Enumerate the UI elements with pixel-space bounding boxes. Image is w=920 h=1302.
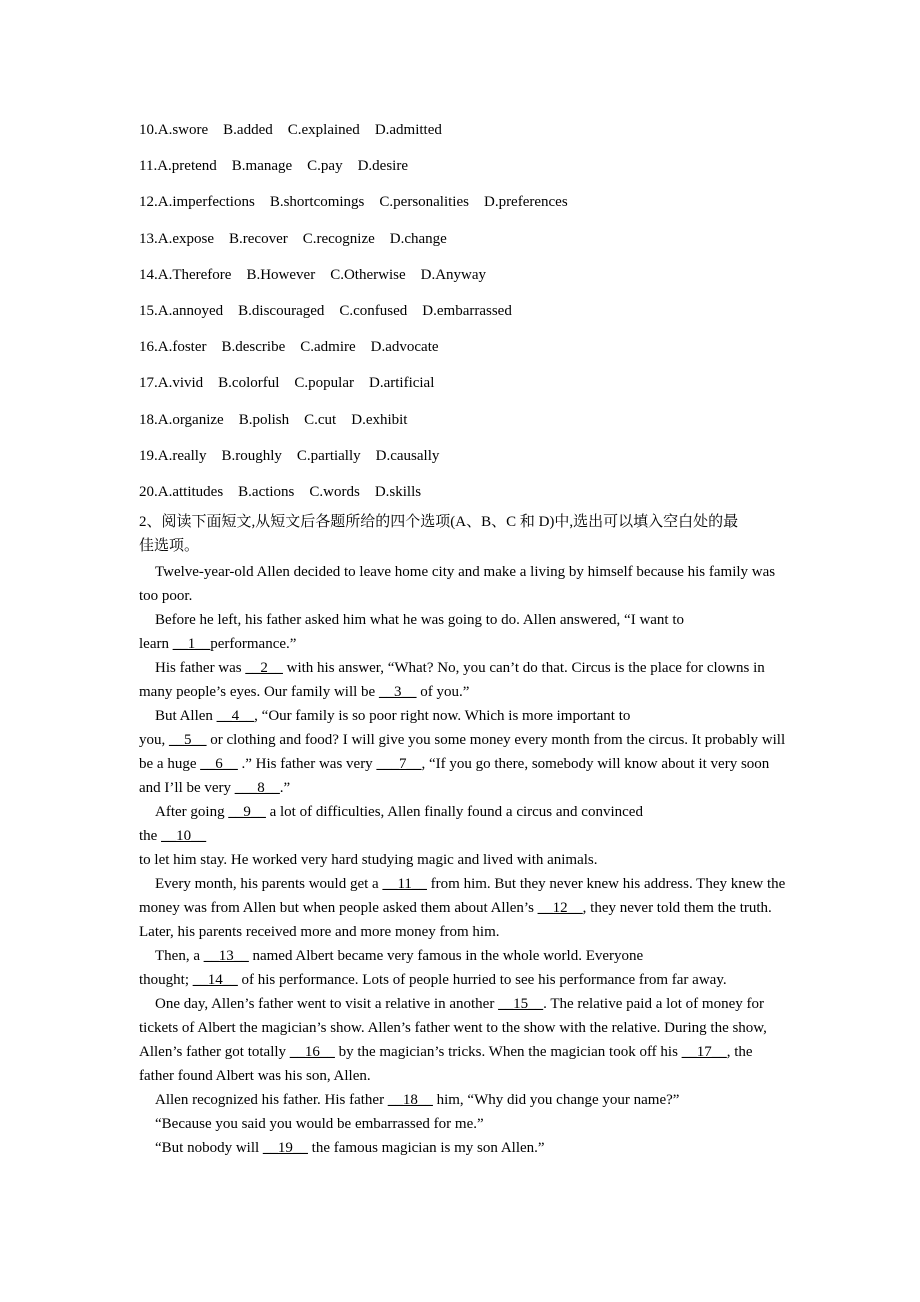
passage-paragraph-3 — [139, 656, 789, 704]
blank-18: __18__ — [387, 1092, 433, 1109]
option-c: C.recognize — [302, 230, 375, 247]
option-d: D.artificial — [369, 375, 435, 392]
question-number: 20. — [139, 483, 158, 500]
option-c: C.explained — [287, 122, 360, 138]
question-number: 19. — [139, 447, 158, 464]
option-b: B.describe — [221, 339, 286, 356]
passage-paragraph-6 — [139, 872, 789, 944]
passage-paragraph-5-line-2 — [139, 824, 789, 848]
option-c: C.words — [309, 483, 360, 500]
text: of his performance. Lots of people hurried to see his performance from far away. — [237, 972, 727, 989]
option-b: B.roughly — [221, 447, 282, 464]
question-number: 18. — [139, 411, 158, 428]
text: His father was — [155, 660, 246, 677]
passage-paragraph-7-rest — [139, 968, 789, 992]
passage-paragraph-1: Twelve-year-old Allen decided to leave home city and make a living by himself because his family was too poor. — [139, 564, 776, 605]
text: learn — [139, 636, 173, 653]
option-line-15 — [139, 299, 789, 323]
option-b: B.recover — [229, 230, 288, 247]
blank-8: ___8__ — [234, 780, 280, 797]
option-d: D.exhibit — [351, 411, 408, 428]
option-b: B.colorful — [218, 375, 280, 392]
text: from him. But they never knew his address. They knew the money was from Allen but when people asked them about Allen’s — [139, 876, 786, 917]
blank-13: __13__ — [203, 948, 249, 965]
passage-paragraph-9 — [139, 1088, 789, 1112]
option-d: D.advocate — [370, 339, 439, 356]
option-line-14 — [139, 263, 789, 287]
option-c: C.popular — [294, 375, 354, 392]
option-line-16 — [139, 335, 789, 359]
blank-6: __6__ — [200, 756, 238, 773]
blank-7: ___7__ — [376, 756, 422, 773]
text: One day, Allen’s father went to visit a relative in another — [155, 996, 499, 1013]
option-a: A.annoyed — [157, 302, 224, 319]
option-a: A.organize — [157, 411, 224, 428]
option-line-17 — [139, 371, 789, 395]
text: , “Our family is so poor right now. Which is more important to — [254, 708, 631, 725]
blank-9: __9__ — [228, 804, 266, 821]
text: .” — [279, 780, 291, 797]
option-line-12 — [139, 190, 789, 214]
passage-paragraph-7-line-1 — [139, 944, 789, 968]
option-a: A.Therefore — [157, 266, 232, 283]
question-number: 11. — [139, 158, 158, 175]
blank-2: __2__ — [245, 660, 283, 677]
option-c: C.admire — [300, 339, 356, 356]
blank-3: __3__ — [378, 684, 417, 701]
option-b: B.shortcomings — [269, 194, 365, 211]
passage-paragraph-4-rest — [139, 728, 789, 800]
option-d: D.preferences — [483, 194, 568, 211]
blank-14: __14__ — [192, 972, 238, 989]
text: .” His father was very — [237, 756, 377, 773]
text: “But nobody will — [155, 1140, 263, 1157]
blank-15: __15__ — [498, 996, 544, 1013]
passage-paragraph-8 — [139, 992, 789, 1088]
text: the — [139, 828, 162, 845]
question-number: 14. — [139, 266, 158, 283]
passage — [139, 560, 789, 1160]
text: of you.” — [416, 684, 470, 701]
text: thought; — [139, 972, 193, 989]
question-number: 10. — [139, 122, 158, 138]
option-c: C.Otherwise — [330, 266, 406, 283]
option-a: A.vivid — [157, 375, 204, 392]
blank-19: __19__ — [262, 1140, 308, 1157]
option-line-19 — [139, 444, 789, 468]
text: . The relative paid a lot of money for tickets of Albert the magician’s show. Allen’s father went to the show with the relative. During the show, Allen’s father got totally — [139, 996, 767, 1061]
text: by the magician’s tricks. When the magician took off his — [334, 1044, 682, 1061]
option-d: D.embarrassed — [422, 302, 512, 319]
text: him, “Why did you change your name?” — [432, 1092, 680, 1109]
option-line-11 — [139, 154, 789, 178]
option-a: A.really — [157, 447, 207, 464]
option-b: B.discouraged — [238, 302, 325, 319]
question-number: 15. — [139, 302, 158, 319]
passage-paragraph-2-line-1: Before he left, his father asked him what he was going to do. Allen answered, “I want to — [155, 612, 685, 629]
blank-5: __5__ — [169, 732, 207, 749]
option-a: A.expose — [157, 230, 214, 247]
blank-17: __17__ — [681, 1044, 727, 1061]
text: with his answer, “What? No, you can’t do that. Circus is the place for clowns in many people’s eyes. Our family will be — [139, 660, 765, 701]
text: Then, a — [155, 948, 204, 965]
passage-paragraph-5-line-3: to let him stay. He worked very hard studying magic and lived with animals. — [139, 852, 598, 869]
option-d: D.admitted — [374, 122, 442, 138]
options-list — [139, 118, 789, 504]
text: or clothing and food? I will give you some money every month from the circus. It probably will be a huge — [139, 732, 786, 773]
passage-paragraph-2-line-2 — [139, 632, 789, 656]
option-d: D.desire — [357, 158, 408, 175]
option-a: A.swore — [157, 122, 209, 138]
text: the famous magician is my son Allen.” — [307, 1140, 545, 1157]
option-b: B.actions — [238, 483, 295, 500]
text: , the father found Albert was his son, Allen. — [139, 1044, 753, 1085]
option-a: A.pretend — [157, 158, 217, 175]
text: , they never told them the truth. Later, his parents received more and more money from him. — [139, 900, 772, 941]
option-b: B.added — [223, 122, 273, 138]
passage-paragraph-11 — [139, 1136, 789, 1160]
passage-paragraph-5-line-1 — [139, 800, 789, 824]
section-heading-line-2: 佳选项。 — [139, 538, 200, 555]
text: Every month, his parents would get a — [155, 876, 383, 893]
blank-1: __1__ — [172, 636, 211, 653]
text: performance.” — [210, 636, 297, 653]
text: a lot of difficulties, Allen finally found a circus and convinced — [265, 804, 643, 821]
text: But Allen — [155, 708, 217, 725]
section-heading-line-1: 2、阅读下面短文,从短文后各题所给的四个选项(A、B、C 和 D)中,选出可以填入空白处的最 — [139, 514, 739, 531]
option-d: D.Anyway — [420, 266, 487, 283]
option-c: C.personalities — [379, 194, 469, 211]
document-page — [139, 118, 789, 1160]
option-b: B.However — [246, 266, 316, 283]
blank-4: __4__ — [216, 708, 255, 725]
option-c: C.pay — [307, 158, 343, 175]
question-number: 17. — [139, 375, 158, 392]
blank-11: __11__ — [382, 876, 427, 893]
option-c: C.cut — [304, 411, 337, 428]
text: you, — [139, 732, 169, 749]
passage-paragraph-4-line-1 — [139, 704, 789, 728]
blank-10: __10__ — [161, 828, 207, 845]
question-number: 13. — [139, 230, 158, 247]
option-line-18 — [139, 408, 789, 432]
option-d: D.skills — [374, 483, 422, 500]
option-d: D.change — [389, 230, 447, 247]
blank-12: __12__ — [537, 900, 583, 917]
option-line-13 — [139, 227, 789, 251]
option-line-20 — [139, 480, 789, 504]
blank-16: __16__ — [289, 1044, 335, 1061]
option-b: B.manage — [231, 158, 293, 175]
option-c: C.confused — [339, 302, 408, 319]
option-line-10 — [139, 118, 789, 142]
text: , “If you go there, somebody will know about it very soon and I’ll be very — [139, 756, 770, 797]
option-a: A.foster — [157, 339, 207, 356]
passage-paragraph-10: “Because you said you would be embarrassed for me.” — [155, 1116, 484, 1133]
option-d: D.causally — [375, 447, 440, 464]
option-c: C.partially — [296, 447, 361, 464]
question-number: 12. — [139, 194, 158, 211]
text: Allen recognized his father. His father — [155, 1092, 388, 1109]
option-a: A.imperfections — [157, 194, 255, 211]
text: named Albert became very famous in the whole world. Everyone — [248, 948, 644, 965]
option-b: B.polish — [238, 411, 290, 428]
question-number: 16. — [139, 339, 158, 356]
option-a: A.attitudes — [157, 483, 224, 500]
text: After going — [155, 804, 229, 821]
section-2-heading — [139, 510, 789, 558]
